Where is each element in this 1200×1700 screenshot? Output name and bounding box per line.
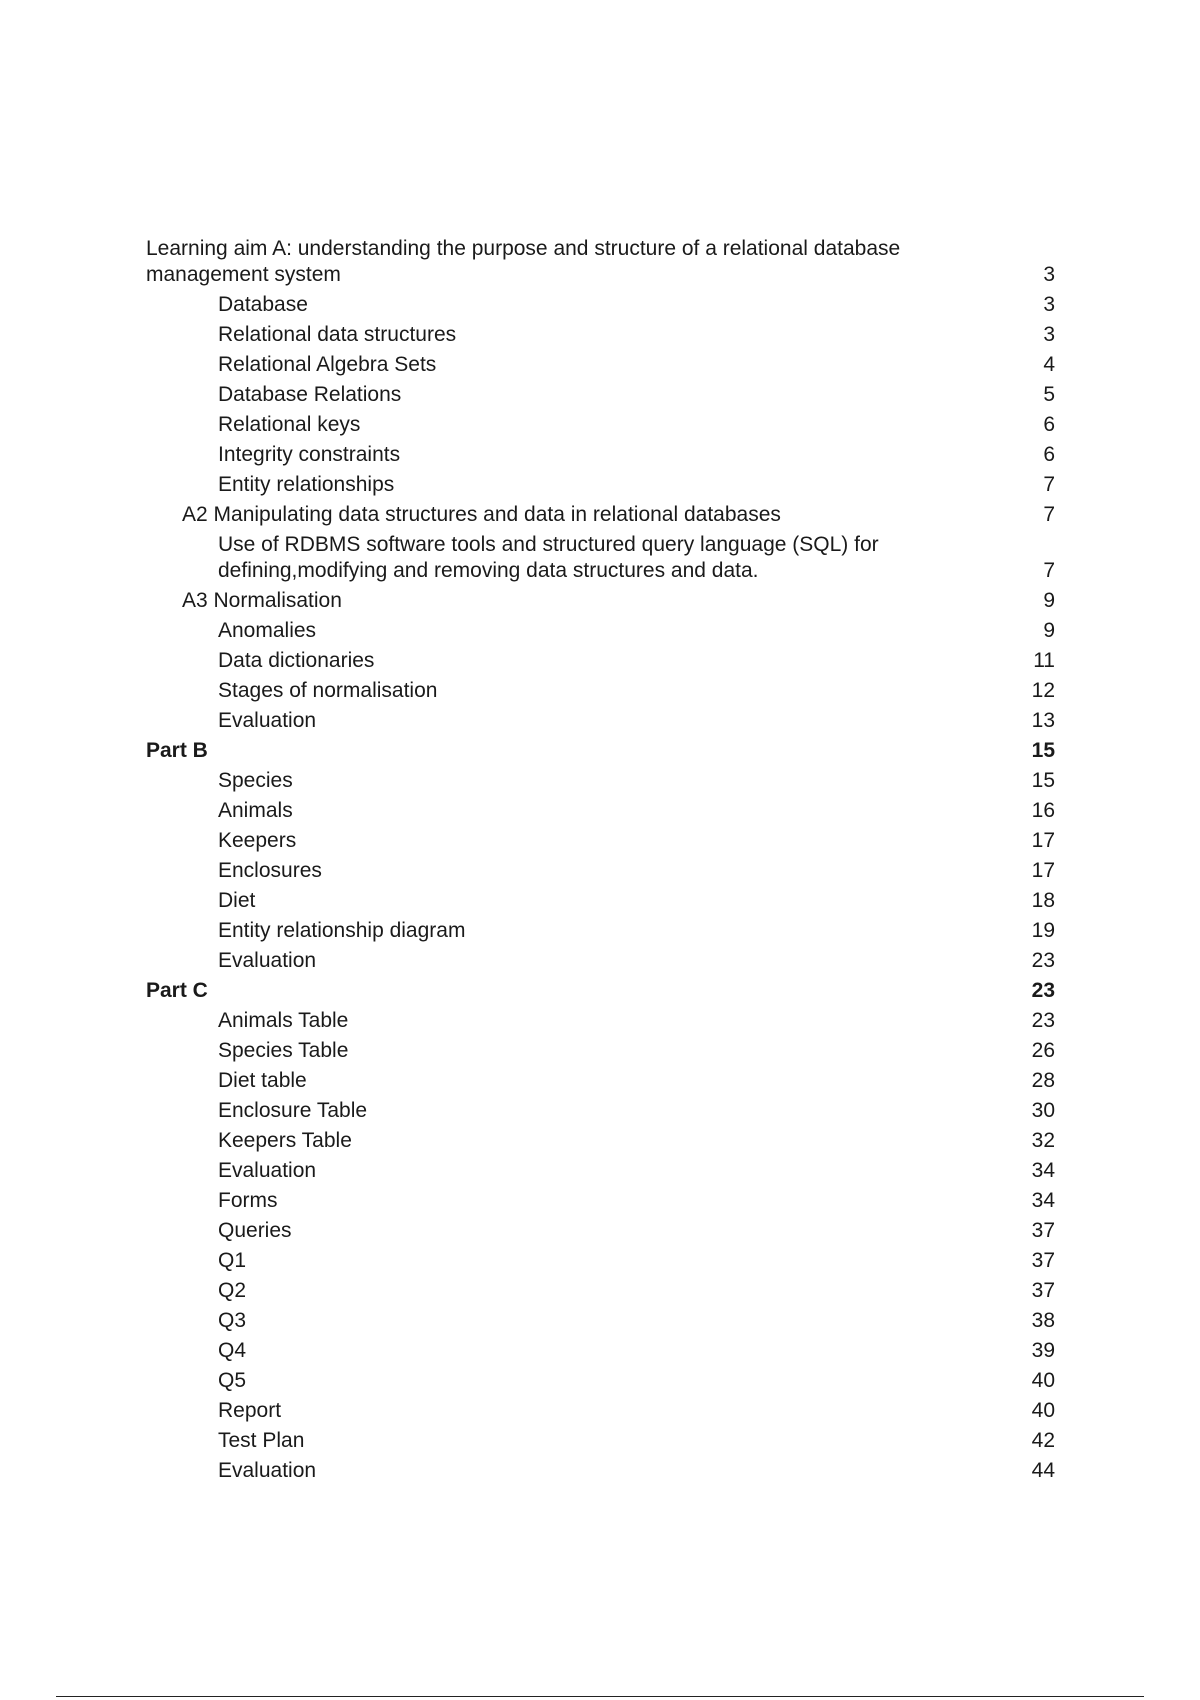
toc-entry[interactable] <box>146 918 1055 944</box>
toc-entry-page: 34 <box>1031 1159 1055 1182</box>
toc-entry-title: Species <box>218 769 293 792</box>
toc-entry-page: 37 <box>1031 1219 1055 1242</box>
toc-entry-title: Learning aim A: understanding the purpose and structure of a relational database management system <box>146 237 901 286</box>
toc-entry-page: 5 <box>1043 383 1055 406</box>
toc-entry[interactable] <box>146 1218 1055 1244</box>
toc-entry[interactable] <box>146 1248 1055 1274</box>
toc-entry[interactable] <box>146 236 1055 288</box>
toc-entry[interactable] <box>146 1098 1055 1124</box>
toc-entry-title: Report <box>218 1399 282 1422</box>
toc-entry[interactable] <box>146 1338 1055 1364</box>
toc-entry-title: Evaluation <box>218 1159 317 1182</box>
toc-entry-page: 34 <box>1031 1189 1055 1212</box>
toc-entry-title: Forms <box>218 1189 278 1212</box>
toc-entry[interactable] <box>146 1188 1055 1214</box>
toc-entry[interactable] <box>146 678 1055 704</box>
toc-entry[interactable] <box>146 1278 1055 1304</box>
toc-entry-page: 30 <box>1031 1099 1055 1122</box>
toc-entry[interactable] <box>146 1038 1055 1064</box>
toc-entry-page: 23 <box>1031 979 1055 1002</box>
toc-entry-title: Q5 <box>218 1369 247 1392</box>
toc-entry-title: Database Relations <box>218 383 402 406</box>
toc-entry-title: A2 Manipulating data structures and data in relational databases <box>182 503 781 526</box>
toc-entry-title: Relational keys <box>218 413 361 436</box>
toc-entry-title: Anomalies <box>218 619 317 642</box>
toc-entry-page: 28 <box>1031 1069 1055 1092</box>
toc-entry-title: Queries <box>218 1219 292 1242</box>
toc-entry[interactable] <box>146 1008 1055 1034</box>
toc-entry[interactable] <box>146 588 1055 614</box>
toc-entry-page: 12 <box>1031 679 1055 702</box>
toc-entry[interactable] <box>146 322 1055 348</box>
toc-entry-page: 11 <box>1033 649 1055 672</box>
toc-entry-title: Evaluation <box>218 949 317 972</box>
toc-entry-title: Enclosures <box>218 859 322 882</box>
toc-entry[interactable] <box>146 382 1055 408</box>
toc-entry[interactable] <box>146 618 1055 644</box>
toc-entry-title: Keepers Table <box>218 1129 352 1152</box>
toc-entry[interactable] <box>146 768 1055 794</box>
toc-entry[interactable] <box>146 1368 1055 1394</box>
toc-entry-page: 17 <box>1031 859 1055 882</box>
toc-entry[interactable] <box>146 858 1055 884</box>
toc-entry-page: 26 <box>1031 1039 1055 1062</box>
toc-entry-title: Relational Algebra Sets <box>218 353 437 376</box>
toc-entry-page: 42 <box>1031 1429 1055 1452</box>
toc-entry-page: 15 <box>1031 769 1055 792</box>
toc-entry[interactable] <box>146 532 1055 584</box>
toc-entry-page: 37 <box>1031 1279 1055 1302</box>
toc-entry-page: 32 <box>1031 1129 1055 1152</box>
toc-entry[interactable] <box>146 442 1055 468</box>
toc-entry-title: Database <box>218 293 308 316</box>
toc-entry-page: 37 <box>1031 1249 1055 1272</box>
toc-entry-title: Q2 <box>218 1279 247 1302</box>
toc-entry-title: Q3 <box>218 1309 247 1332</box>
toc-entry-page: 7 <box>1043 559 1055 582</box>
toc-entry-title: Species Table <box>218 1039 349 1062</box>
toc-entry-page: 7 <box>1043 503 1055 526</box>
toc-entry[interactable] <box>146 978 1055 1004</box>
toc-entry-page: 7 <box>1043 473 1055 496</box>
toc-entry-page: 6 <box>1043 443 1055 466</box>
table-of-contents <box>146 236 1055 1484</box>
toc-entry[interactable] <box>146 648 1055 674</box>
toc-entry-page: 38 <box>1031 1309 1055 1332</box>
toc-entry-page: 15 <box>1031 739 1055 762</box>
toc-entry-title: Relational data structures <box>218 323 457 346</box>
toc-entry[interactable] <box>146 828 1055 854</box>
toc-entry[interactable] <box>146 1068 1055 1094</box>
toc-entry[interactable] <box>146 888 1055 914</box>
toc-entry[interactable] <box>146 1428 1055 1454</box>
toc-entry-page: 19 <box>1031 919 1055 942</box>
toc-entry-title: Part C <box>146 979 208 1002</box>
toc-entry[interactable] <box>146 292 1055 318</box>
footer-rule <box>56 1696 1144 1697</box>
toc-entry[interactable] <box>146 948 1055 974</box>
toc-entry[interactable] <box>146 798 1055 824</box>
toc-entry-page: 9 <box>1043 619 1055 642</box>
toc-entry-title: Data dictionaries <box>218 649 375 672</box>
toc-entry-title: Q1 <box>218 1249 247 1272</box>
toc-entry-title: Diet table <box>218 1069 307 1092</box>
toc-entry-title: Animals <box>218 799 293 822</box>
toc-entry[interactable] <box>146 1158 1055 1184</box>
toc-entry-page: 6 <box>1043 413 1055 436</box>
toc-entry-title: Test Plan <box>218 1429 305 1452</box>
toc-entry-page: 3 <box>1043 323 1055 346</box>
toc-entry-title: Part B <box>146 739 208 762</box>
toc-entry-page: 23 <box>1031 949 1055 972</box>
toc-entry-title: A3 Normalisation <box>182 589 342 612</box>
toc-entry-page: 17 <box>1031 829 1055 852</box>
toc-entry-page: 23 <box>1031 1009 1055 1032</box>
toc-entry-page: 40 <box>1031 1399 1055 1422</box>
toc-entry[interactable] <box>146 1398 1055 1424</box>
toc-entry-title: Evaluation <box>218 709 317 732</box>
toc-entry-page: 39 <box>1031 1339 1055 1362</box>
toc-entry[interactable] <box>146 1458 1055 1484</box>
toc-entry-title: Q4 <box>218 1339 247 1362</box>
toc-entry-title: Evaluation <box>218 1459 317 1482</box>
toc-entry-page: 4 <box>1043 353 1055 376</box>
toc-entry-page: 40 <box>1031 1369 1055 1392</box>
toc-entry-page: 9 <box>1043 589 1055 612</box>
toc-entry[interactable] <box>146 472 1055 498</box>
toc-entry-title: Stages of normalisation <box>218 679 438 702</box>
toc-entry-page: 13 <box>1031 709 1055 732</box>
toc-entry[interactable] <box>146 1128 1055 1154</box>
toc-entry-title: Keepers <box>218 829 297 852</box>
toc-entry-title: Enclosure Table <box>218 1099 368 1122</box>
toc-entry-title: Integrity constraints <box>218 443 401 466</box>
toc-entry-title: Entity relationship diagram <box>218 919 466 942</box>
toc-entry-page: 18 <box>1031 889 1055 912</box>
toc-entry-page: 3 <box>1043 293 1055 316</box>
toc-entry[interactable] <box>146 1308 1055 1334</box>
toc-entry[interactable] <box>146 502 1055 528</box>
toc-entry[interactable] <box>146 738 1055 764</box>
toc-entry[interactable] <box>146 412 1055 438</box>
toc-entry-page: 3 <box>1043 263 1055 286</box>
toc-entry-title: Animals Table <box>218 1009 349 1032</box>
toc-entry-page: 44 <box>1031 1459 1055 1482</box>
toc-entry-page: 16 <box>1031 799 1055 822</box>
toc-entry-title: Diet <box>218 889 256 912</box>
toc-entry-title: Use of RDBMS software tools and structured query language (SQL) for defining,modifying and removing data structures and data. <box>218 533 879 582</box>
toc-entry-title: Entity relationships <box>218 473 395 496</box>
toc-entry[interactable] <box>146 708 1055 734</box>
toc-entry[interactable] <box>146 352 1055 378</box>
